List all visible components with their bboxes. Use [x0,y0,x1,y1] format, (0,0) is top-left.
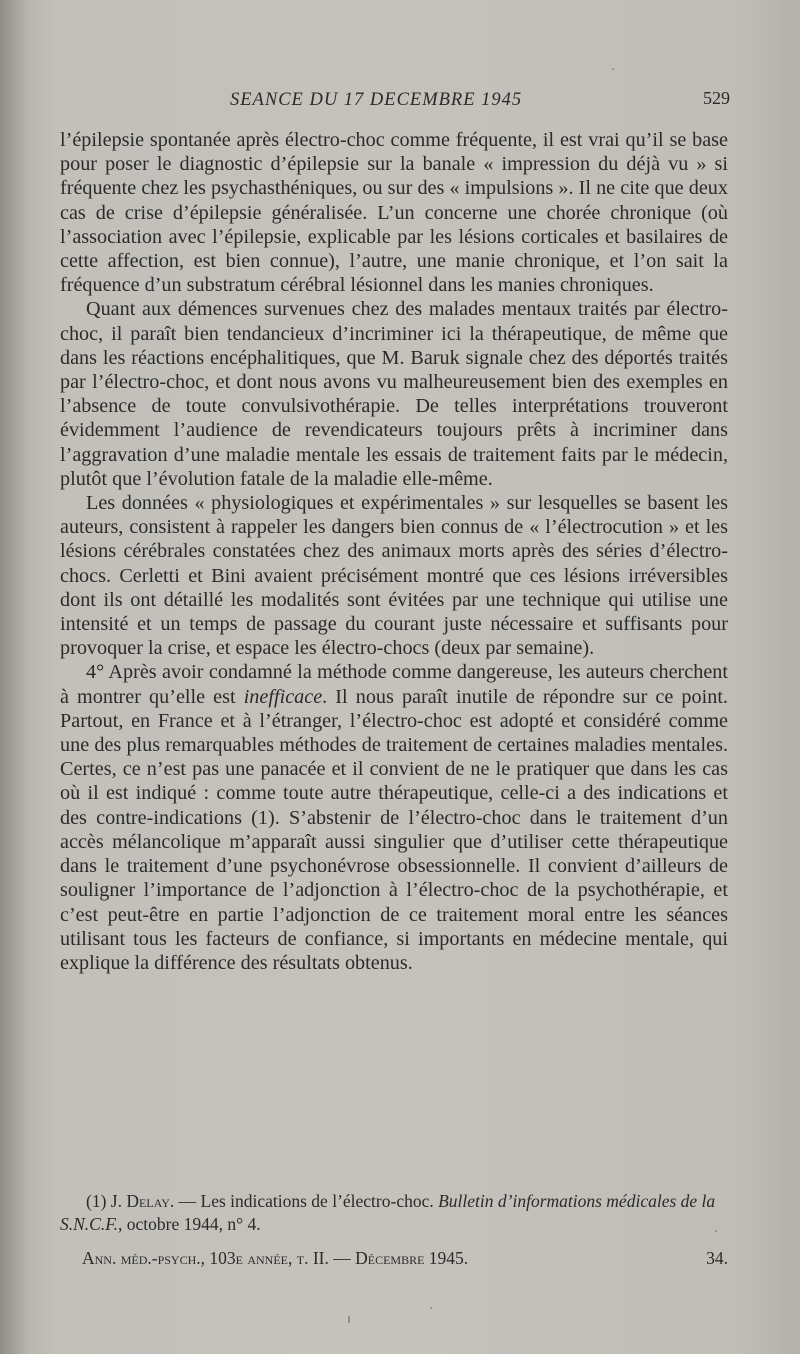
journal-footer [82,1248,728,1272]
page-header [60,84,730,114]
page-number: 529 [703,88,730,108]
footnote-journal: Bulletin d’informations médicales de la S.N.C.F. [60,1191,716,1234]
paragraph-4-rest: . Il nous paraît inutile de répondre sur ce point. Partout, en France et à l’étranger, l’électro-choc est adopté et considéré comme une des plus remarquables méthodes de traitement de certaines maladies mentales. Certes, ce n’est pas une panacée et il convient de ne le pratiquer que dans les cas où il est indiqué : comme toute autre thérapeutique, celle-ci a des indications et des contre-indications (1). S’abstenir de l’électro-choc dans le traitement d’un accès mélancolique m’apparaît aussi singulier que d’utiliser cette thérapeutique dans le traitement d’une psychonévrose obsessionnelle. Il convient d’ailleurs de souligner l’importance de l’adjonction à l’électro-choc de la psychothérapie, et c’est peut-être en partie l’adjonction de ce traitement moral entre les séances utilisant tous les facteurs de confiance, si importants en médecine mentale, qui explique la différence des résultats obtenus. [60,685,728,974]
footnote-text: Les indications de l’électro-choc. [200,1191,439,1211]
ink-speck [348,1316,350,1323]
footnote-marker: (1) [86,1191,107,1211]
journal-citation: Ann. méd.-psych., 103e année, t. II. — Décembre 1945. [82,1248,469,1268]
footnote-date: , octobre 1944, n° 4. [118,1214,261,1234]
body-text [60,128,728,975]
signature-number: 34. [706,1248,728,1268]
paragraph-4-start: 4° Après avoir condamné la méthode comme dangereuse, les auteurs cherchent à montrer qu’elle est [60,661,728,708]
paragraph-3: Les données « physiologiques et expérimentales » sur lesquelles se basent les auteurs, consistent à rappeler les dangers bien connus de « l’électrocution » et les lésions cérébrales constatées chez des animaux morts après des séries d’électro-chocs. Cerletti et Bini avaient précisément montré que ces lésions irréversibles dont ils ont détaillé les modalités sont évitées par une technique qui utilise une intensité et un temps de passage du courant juste nécessaire et suffisants pour provoquer la crise, et espace les électro-chocs (deux par semaine). [60,492,728,660]
footnote-area [60,1190,728,1236]
footnote-dash: — [174,1191,201,1211]
footnote-author: J. Delay. [110,1191,175,1211]
paragraph-4 [60,660,728,975]
paragraph-1: l’épilepsie spontanée après électro-choc comme fréquente, il est vrai qu’il se base pour poser le diagnostic d’épilepsie sur la banale « impression du déjà vu » si fréquente chez les psychasthéniques, ou sur des « impulsions ». Il ne cite que deux cas de crise d’épilepsie généralisée. L’un concerne une chorée chronique (où l’association avec l’épilepsie, explicable par les lésions corticales et basilaires de cette affection, est bien connue), l’autre, une manie chronique, et l’on sait la fréquence d’un substratum cérébral lésionnel dans les manies chroniques. [60,129,728,297]
ink-speck [612,68,614,70]
footnote-1 [60,1190,728,1236]
paragraph-2: Quant aux démences survenues chez des malades mentaux traités par électro-choc, il paraît bien tendancieux d’incriminer ici la thérapeutique, de même que dans les réactions encéphalitiques, que M. Baruk signale chez des déportés traités par l’électro-choc, et dont nous avons vu malheureusement bien des exemples en l’absence de toute convulsivothérapie. De telles interprétations trouveront évidemment l’audience de revendicateurs toujours prêts à incriminer dans l’aggravation d’une maladie mentale les essais de traitement faits par le médecin, plutôt que l’évolution fatale de la maladie elle-même. [60,298,728,490]
ink-speck [430,1307,432,1309]
emphasis-inefficace: inefficace [243,685,323,708]
running-head: SEANCE DU 17 DECEMBRE 1945 [230,90,523,110]
ink-speck [715,1230,717,1232]
